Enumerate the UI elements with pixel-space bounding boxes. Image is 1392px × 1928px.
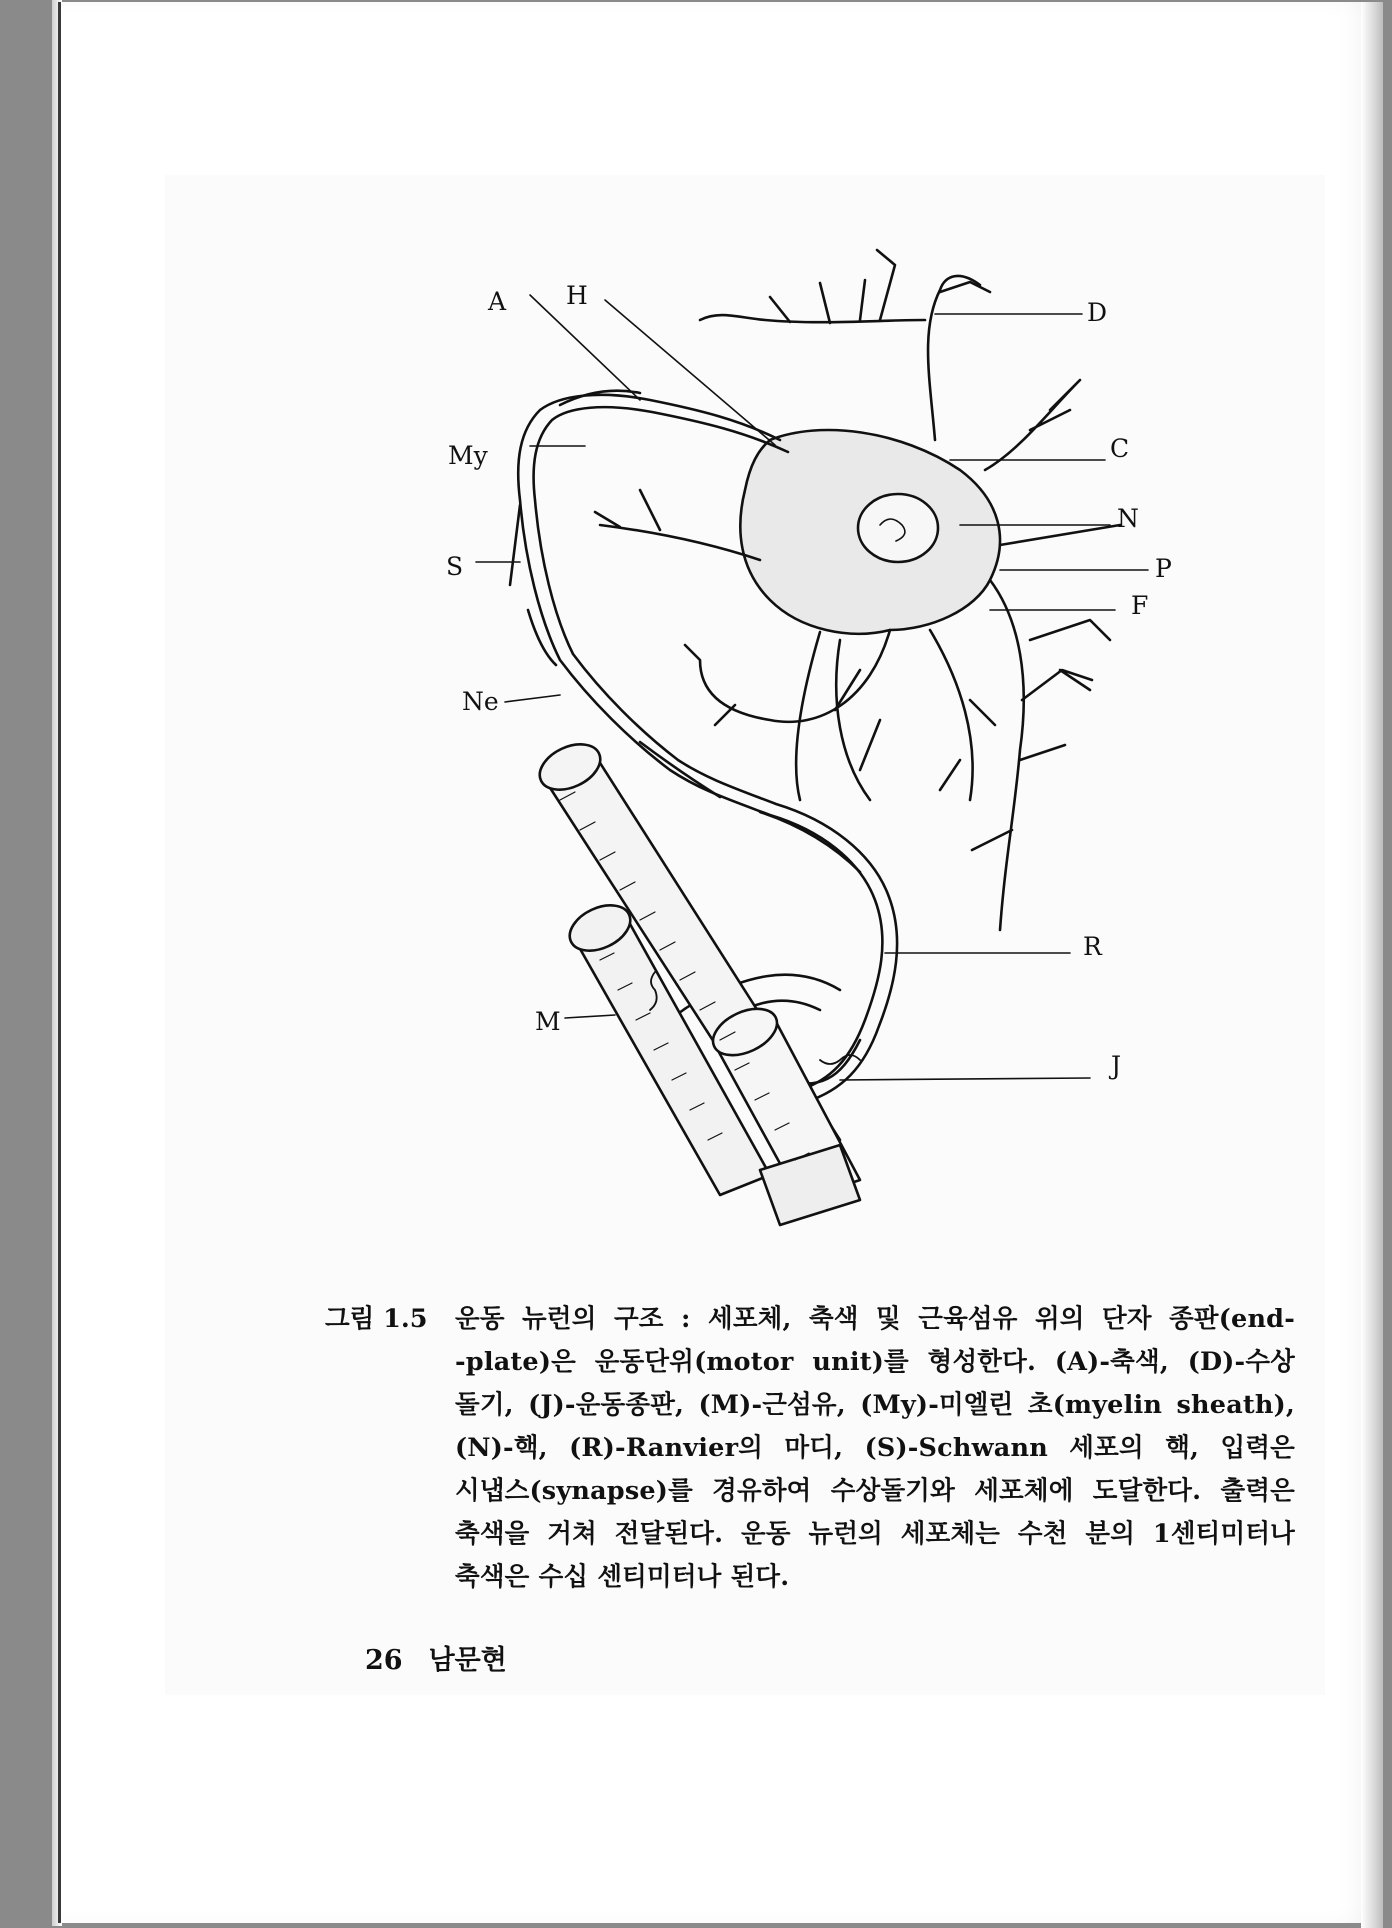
label-My: My (448, 441, 488, 470)
label-J: J (1111, 1051, 1122, 1080)
figure-caption (325, 1298, 1295, 1599)
dendrite (928, 276, 980, 440)
label-H: H (566, 281, 588, 310)
caption-line: 축색은 수십 센티미터나 된다. (455, 1562, 790, 1592)
page-footer (365, 1638, 507, 1677)
caption-line: 축색을 거쳐 전달된다. 운동 뉴런의 세포체는 수천 분의 1센티미터나 (455, 1519, 1295, 1549)
label-R: R (1083, 932, 1102, 961)
label-F: F (1131, 591, 1149, 620)
label-N: N (1117, 504, 1139, 533)
dendrite-loop (685, 630, 890, 725)
nucleus (858, 494, 938, 562)
label-M: M (535, 1007, 561, 1036)
author-name: 남문현 (428, 1645, 507, 1676)
caption-line: 시냅스(synapse)를 경유하여 수상돌기와 세포체에 도달한다. 출력은 (455, 1476, 1295, 1506)
caption-lines (455, 1298, 1295, 1599)
figure-number: 그림 1.5 (325, 1304, 428, 1334)
page-number: 26 (365, 1645, 403, 1676)
caption-line: (N)-핵, (R)-Ranvier의 마디, (S)-Schwann 세포의 핵, 입력은 (455, 1433, 1295, 1463)
caption-line: 운동 뉴런의 구조 : 세포체, 축색 및 근육섬유 위의 단자 종판(end- (455, 1304, 1295, 1334)
label-D: D (1087, 298, 1108, 327)
caption-line: 돌기, (J)-운동종판, (M)-근섬유, (My)-미엘린 초(myelin sheath), (455, 1390, 1295, 1420)
caption-line: -plate)은 운동단위(motor unit)를 형성한다. (A)-축색, (D)-수상 (455, 1347, 1295, 1377)
label-P: P (1155, 554, 1172, 583)
label-C: C (1110, 434, 1130, 463)
label-S: S (446, 552, 464, 581)
label-Ne: Ne (462, 687, 499, 716)
label-A: A (488, 287, 507, 316)
